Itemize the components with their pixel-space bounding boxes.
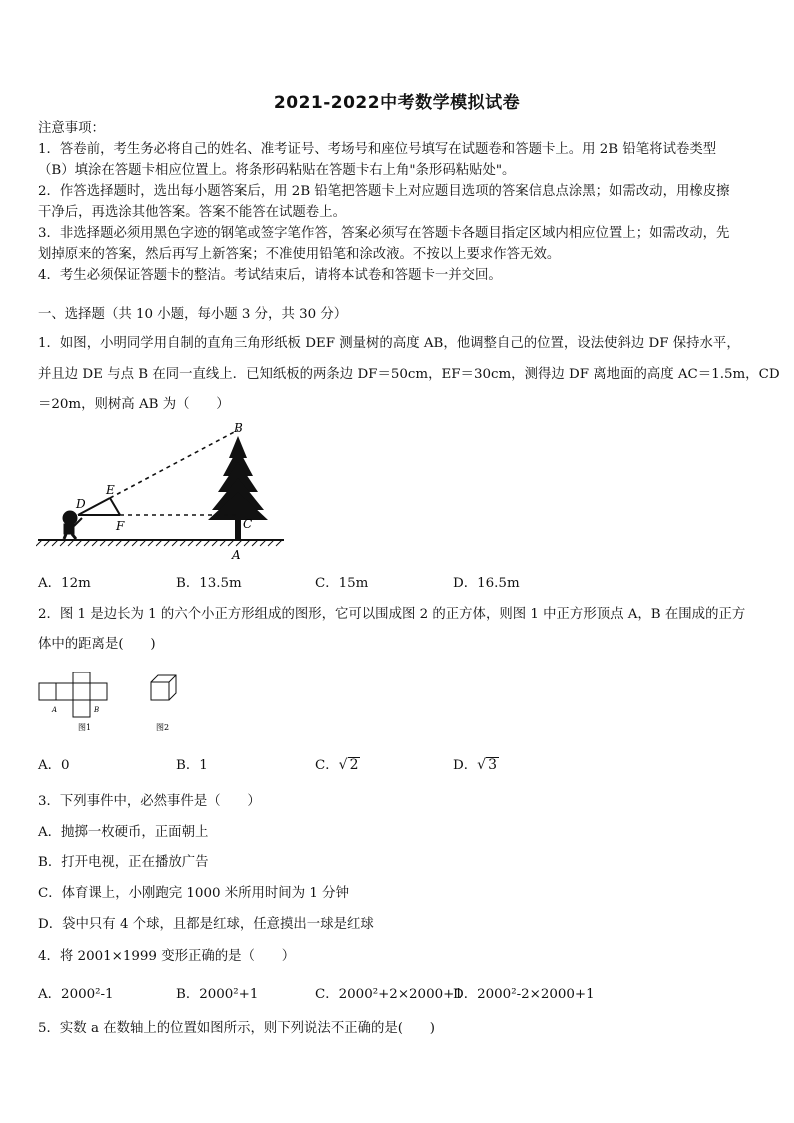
q4-stem: 4．将 2001×1999 变形正确的是（ ）: [38, 949, 296, 964]
q2-text: 体中的距离是( ): [38, 637, 156, 652]
fig1-caption: 图1: [78, 723, 92, 732]
page-title: 2021-2022中考数学模拟试卷: [273, 93, 521, 113]
notice-line: 4．考生必须保证答题卡的整洁。考试结束后，请将本试卷和答题卡一并交回。: [38, 268, 502, 283]
q1-text: 并且边 DE 与点 B 在同一直线上．已知纸板的两条边 DF＝50cm，EF＝30cm，测得边 DF 离地面的高度 AC＝1.5m，CD: [38, 367, 780, 382]
notice-heading: 注意事项：: [38, 121, 105, 136]
q2-option-d: D．√ 3: [453, 757, 497, 773]
q1-text: 1．如图，小明同学用自制的直角三角形纸板 DEF 测量树的高度 AB，他调整自己的位置，设法使斜边 DF 保持水平，: [38, 336, 740, 351]
q1-text: ＝20m，则树高 AB 为（ ）: [38, 397, 230, 412]
q1-option-a: A．12m: [38, 576, 91, 591]
sqrt-3: 3: [488, 757, 497, 773]
q4-option-d: D．2000²-2×2000+1: [453, 987, 595, 1002]
point-b-label: B: [94, 706, 100, 714]
q2-figures: [36, 672, 196, 742]
label-b: B: [234, 421, 243, 435]
label-e: E: [106, 483, 115, 497]
notice-line: 划掉原来的答案，然后再写上新答案；不准使用铅笔和涂改液。不按以上要求作答无效。: [38, 247, 561, 262]
notice-line: 1．答卷前，考生务必将自己的姓名、准考证号、考场号和座位号填写在试题卷和答题卡上。用 2B 铅笔将试卷类型: [38, 142, 717, 157]
notice-line: 3．非选择题必须用黑色字迹的钢笔或签字笔作答，答案必须写在答题卡各题目指定区域内相应位置上；如需改动，先: [38, 226, 730, 241]
q3-option-c: C．体育课上，小刚跑完 1000 米所用时间为 1 分钟: [38, 886, 349, 901]
q1-option-d: D．16.5m: [453, 576, 520, 591]
q4-option-b: B．2000²+1: [176, 987, 259, 1002]
q2-option-b: B．1: [176, 758, 208, 773]
q4-option-a: A．2000²-1: [38, 987, 114, 1002]
q3-option-b: B．打开电视，正在播放广告: [38, 855, 209, 870]
point-a-label: A: [52, 706, 58, 714]
q1-option-c: C．15m: [315, 576, 369, 591]
q1-option-b: B．13.5m: [176, 576, 242, 591]
q1-figure: [36, 418, 296, 563]
q5-stem: 5．实数 a 在数轴上的位置如图所示，则下列说法不正确的是( ): [38, 1021, 436, 1036]
q2-text: 2．图 1 是边长为 1 的六个小正方形组成的图形，它可以围成图 2 的正方体，则图 1 中正方形顶点 A，B 在围成的正方: [38, 607, 746, 622]
label-a: A: [232, 548, 241, 562]
section-heading: 一、选择题（共 10 小题，每小题 3 分，共 30 分）: [38, 307, 348, 322]
label-c: C: [243, 517, 253, 531]
notice-line: （B）填涂在答题卡相应位置上。将条形码粘贴在答题卡右上角"条形码粘贴处"。: [38, 163, 516, 178]
q3-stem: 3．下列事件中，必然事件是（ ）: [38, 794, 261, 809]
q2-option-c: C．√ 2: [315, 757, 359, 773]
sqrt-2: 2: [349, 757, 359, 773]
q2-option-a: A．0: [38, 758, 70, 773]
q3-option-a: A．抛掷一枚硬币，正面朝上: [38, 825, 209, 840]
q4-option-c: C．2000²+2×2000+1: [315, 987, 463, 1002]
label-f: F: [116, 519, 125, 533]
label-d: D: [76, 497, 86, 511]
q3-option-d: D．袋中只有 4 个球，且都是红球，任意摸出一球是红球: [38, 917, 374, 932]
notice-line: 2．作答选择题时，选出每小题答案后，用 2B 铅笔把答题卡上对应题目选项的答案信息点涂黑；如需改动，用橡皮擦: [38, 184, 730, 199]
fig2-caption: 图2: [156, 723, 170, 732]
notice-line: 干净后，再选涂其他答案。答案不能答在试题卷上。: [38, 205, 346, 220]
